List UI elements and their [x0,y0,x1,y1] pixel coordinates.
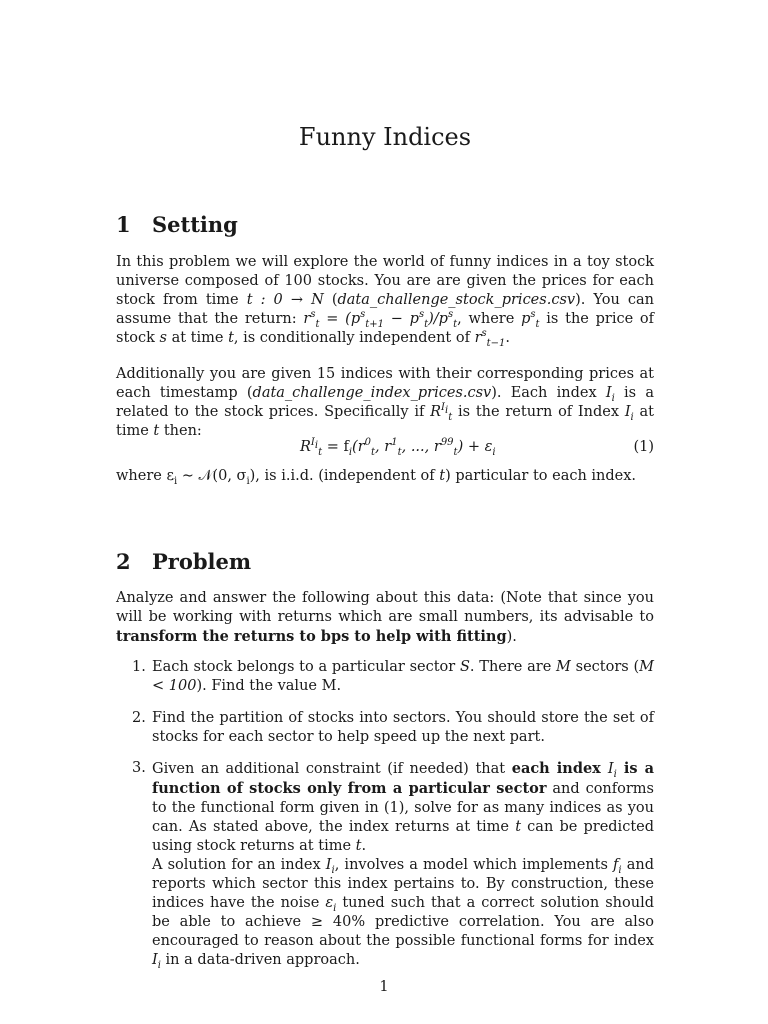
item-text: Each stock belongs to a particular sector S. There are M sectors (M < 100). Find the value M. [152,659,654,694]
equation-number: (1) [633,439,654,455]
equation-1 [116,438,654,460]
item-number: 2. [132,710,146,726]
item-number: 1. [132,659,146,675]
section-1-heading [116,212,238,238]
section-number: 1 [116,212,131,237]
section-number: 2 [116,549,131,574]
setting-paragraph-3: where $\varepsilon_i$ ∼ 𝒩(0, $\sigma_i$), is i.i.d. (independent of t) particular to each index. [116,468,637,487]
problem-intro: Analyze and answer the following about this data: (Note that since you will be working with returns which are small numbers, its advisable to transform the returns to bps to help with fitting). [116,590,654,645]
section-title: Setting [152,212,238,237]
setting-paragraph-1: In this problem we will explore the world of funny indices in a toy stock universe composed of 100 stocks. You are are given the prices for each stock from time t : 0 → N (data_challenge_stock_prices.csv). You can assume that the return: $r^s_t = (p^s_{t+1} - p^s_t)/p^s_t$, where $p^s_t$ is the price of stock s at time t, is conditionally independent of $r^s_{t-1}$. [116,254,655,349]
item-text: Find the partition of stocks into sectors. You should store the set of stocks for each sector to help speed up the next part. [152,710,654,745]
item-text: Given an additional constraint (if needed) that each index $I_i$ is a function of stocks only from a particular sector and conforms to the functional form given in (1), solve for as many indices as you can. As stated above, the index returns at time t can be predicted using stock returns at time t. A solution for an index $I_i$, involves a model which implements $f_i$ and reports which sector this index pertains to. By construction, these indices have the noise $\varepsilon_i$ tuned such that a correct solution should be able to achieve ≥ 40% predictive correlation. You are also encouraged to reason about the possible functional forms for index $I_i$ in a data-driven approach. [152,760,655,971]
equation-body: $R^{I_i}_t = f_i(r^0_t$, $r^1_t$, ..., $r^{99}_t) + \varepsilon_i$ [300,437,496,458]
setting-paragraph-2: Additionally you are given 15 indices with their corresponding prices at each timestamp (data_challenge_index_prices.csv). Each index $I_i$ is a related to the stock prices. Specifically if $R^{I_i}_t$ is the return of Index $I_i$ at time t then: [116,366,654,439]
section-2-heading [116,549,251,575]
bold-advice: transform the returns to bps to help with fitting [116,628,507,645]
item-number: 3. [132,760,146,776]
document-title: Funny Indices [298,123,472,151]
stock-prices-filename: data_challenge_stock_prices.csv [337,292,576,308]
page-number: 1 [379,979,389,995]
index-prices-filename: data_challenge_index_prices.csv [252,385,492,401]
section-title: Problem [152,549,252,574]
